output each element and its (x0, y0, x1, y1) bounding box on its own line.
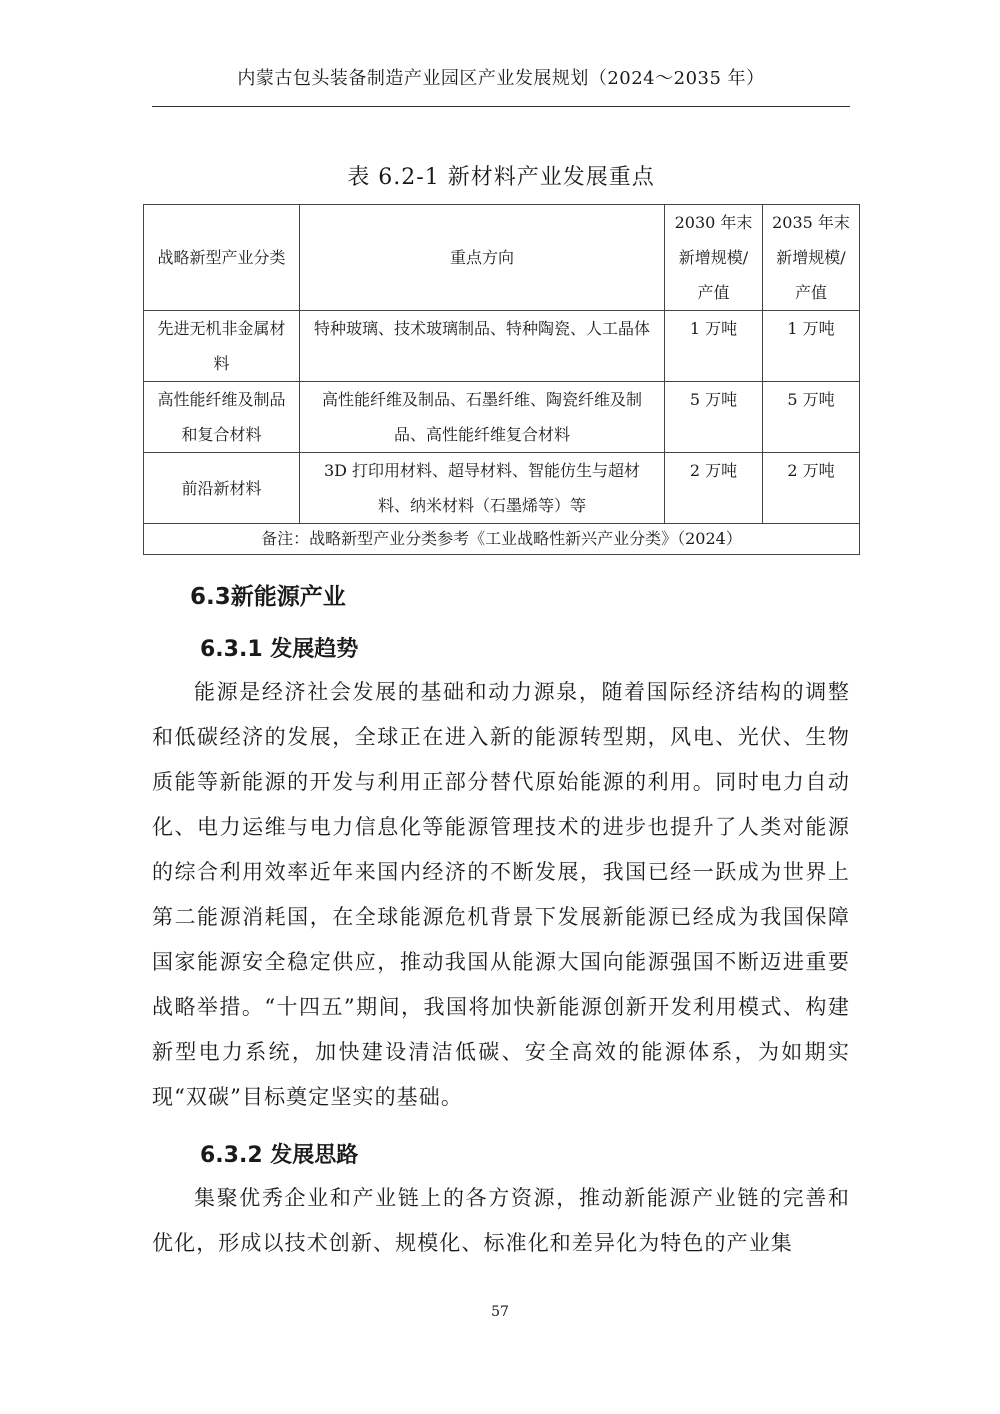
row-direction: 3D 打印用材料、超导材料、智能仿生与超材料、纳米材料（石墨烯等）等 (300, 453, 665, 524)
table-note: 备注：战略新型产业分类参考《工业战略性新兴产业分类》（2024） (144, 524, 860, 555)
subsection-heading-approach: 6.3.2 发展思路 (200, 1143, 359, 1168)
row-2035: 5 万吨 (763, 382, 860, 453)
header-2030: 2030 年末新增规模/产值 (665, 205, 763, 311)
header-direction: 重点方向 (300, 205, 665, 311)
paragraph-trend: 能源是经济社会发展的基础和动力源泉，随着国际经济结构的调整和低碳经济的发展，全球正在进入新的能源转型期，风电、光伏、生物质能等新能源的开发与利用正部分替代原始能源的利用。同时电力自动化、电力运维与电力信息化等能源管理技术的进步也提升了人类对能源的综合利用效率近年来国内经济的不断发展，我国已经一跃成为世界上第二能源消耗国，在全球能源危机背景下发展新能源已经成为我国保障国家能源安全稳定供应，推动我国从能源大国向能源强国不断迈进重要战略举措。“十四五”期间，我国将加快新能源创新开发利用模式、构建新型电力系统，加快建设清洁低碳、安全高效的能源体系，为如期实现“双碳”目标奠定坚实的基础。 (152, 680, 850, 1109)
table-title: 表 6.2-1 新材料产业发展重点 (347, 165, 655, 190)
table-row (144, 453, 860, 524)
table-note-row (144, 524, 860, 555)
header-2035: 2035 年末新增规模/产值 (763, 205, 860, 311)
row-category: 先进无机非金属材料 (144, 311, 300, 382)
row-category: 前沿新材料 (144, 453, 300, 524)
table-row (144, 311, 860, 382)
paragraph-approach: 集聚优秀企业和产业链上的各方资源，推动新能源产业链的完善和优化，形成以技术创新、规模化、标准化和差异化为特色的产业集 (152, 1186, 850, 1255)
row-2030: 5 万吨 (665, 382, 763, 453)
header-category: 战略新型产业分类 (144, 205, 300, 311)
page-header: 内蒙古包头装备制造产业园区产业发展规划（2024～2035 年） (237, 68, 765, 89)
row-2030: 2 万吨 (665, 453, 763, 524)
subsection-heading-trend: 6.3.1 发展趋势 (200, 637, 359, 662)
header-rule (152, 106, 850, 107)
row-direction: 高性能纤维及制品、石墨纤维、陶瓷纤维及制品、高性能纤维复合材料 (300, 382, 665, 453)
table-header-row (144, 205, 860, 311)
section-heading: 6.3新能源产业 (190, 584, 346, 610)
row-2030: 1 万吨 (665, 311, 763, 382)
row-direction: 特种玻璃、技术玻璃制品、特种陶瓷、人工晶体 (300, 311, 665, 382)
row-category: 高性能纤维及制品和复合材料 (144, 382, 300, 453)
table-row (144, 382, 860, 453)
materials-table (143, 204, 860, 555)
row-2035: 2 万吨 (763, 453, 860, 524)
row-2035: 1 万吨 (763, 311, 860, 382)
page-number: 57 (491, 1304, 509, 1320)
